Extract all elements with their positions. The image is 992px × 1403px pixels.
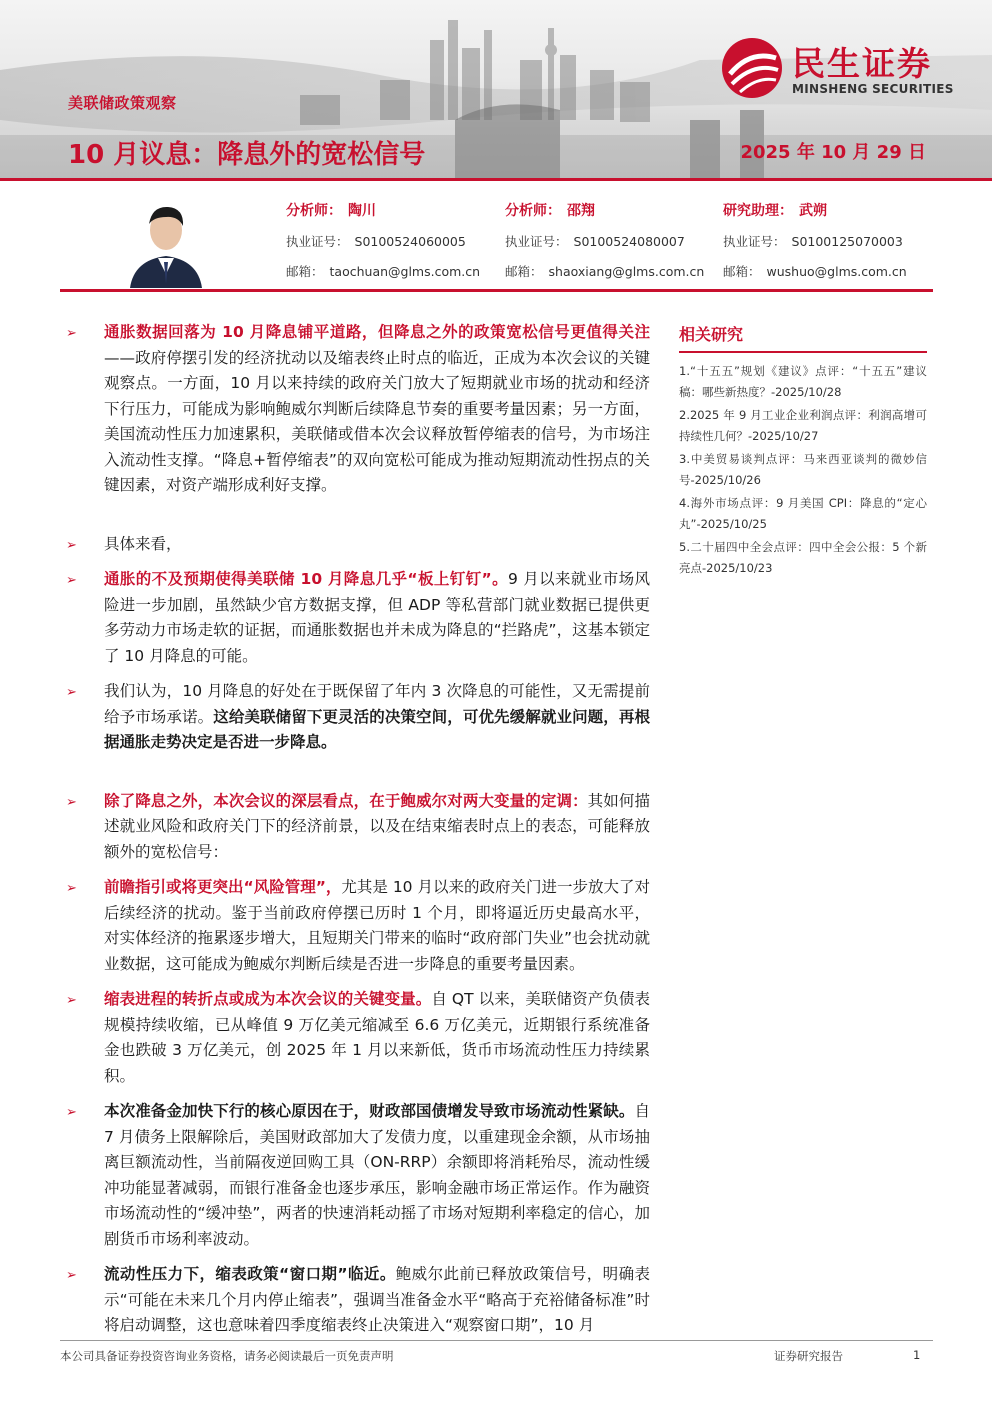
logo-chinese-name: 民生证券 bbox=[792, 44, 932, 83]
paragraph-guidance bbox=[66, 875, 650, 977]
body-text: 9 月以来就业市场风险进一步加剧，虽然缺少官方数据支撑，但 ADP 等私营部门就业数据已提供更多劳动力市场走软的证据，而通胀数据也并未成为降息的“拦路虎”，这基本锁定了 10 月降息的可能。 bbox=[104, 570, 650, 665]
cert-number: S0100524060005 bbox=[354, 234, 466, 249]
paragraph-intro bbox=[66, 532, 650, 558]
related-research-link[interactable]: 4.海外市场点评：9 月美国 CPI：降息的“定心丸”-2025/10/25 bbox=[679, 496, 927, 531]
paragraph-summary bbox=[66, 320, 650, 499]
body-text: 自 7 月债务上限解除后，美国财政部加大了发债力度，以重建现金余额，从市场抽离巨额流动性，当前隔夜逆回购工具（ON-RRP）余额即将消耗殆尽，流动性缓冲功能显著减弱，而银行准备金也逐步承压，影响金融市场正常运作。作为融资市场流动性的“缓冲垫”，两者的快速消耗动摇了市场对短期利率稳定的信心，加剧货币市场利率波动。 bbox=[104, 1102, 650, 1248]
analyst-role: 研究助理： bbox=[723, 203, 793, 219]
report-series: 美联储政策观察 bbox=[68, 94, 177, 112]
cert-label: 执业证号： bbox=[286, 234, 349, 249]
highlight-text: 通胀的不及预期使得美联储 10 月降息几乎“板上钉钉”。 bbox=[104, 570, 509, 588]
bullet-arrow-icon: ➢ bbox=[66, 881, 77, 896]
analyst-1 bbox=[286, 200, 480, 280]
analyst-email-link[interactable]: taochuan@glms.com.cn bbox=[329, 264, 481, 279]
bullet-arrow-icon: ➢ bbox=[66, 993, 77, 1008]
page-number: 1 bbox=[913, 1348, 921, 1362]
body-text: 尤其是 10 月以来的政府关门进一步放大了对后续经济的扰动。鉴于当前政府停摆已历时 1 个月，即将逼近历史最高水平，对实体经济的拖累逐步增大，且短期关门带来的临时“政府部门失业”也会扰动就业数据，这可能成为鲍威尔判断后续是否进一步降息的重要考量因素。 bbox=[104, 878, 650, 973]
sidebar-title: 相关研究 bbox=[679, 322, 927, 353]
analyst-role: 分析师： bbox=[505, 203, 561, 219]
bullet-arrow-icon: ➢ bbox=[66, 326, 77, 341]
body-text: 鲍威尔此前已释放政策信号，明确表示“可能在未来几个月内停止缩表”，强调当准备金水平“略高于充裕储备标准”时将启动调整，这也意味着四季度缩表终止决策进入“观察窗口期”，10 月 bbox=[104, 1265, 650, 1334]
analyst-2 bbox=[505, 200, 704, 280]
cert-label: 执业证号： bbox=[723, 234, 786, 249]
analyst-name: 武朔 bbox=[799, 203, 827, 219]
header-banner bbox=[0, 0, 992, 180]
analyst-email-link[interactable]: wushuo@glms.com.cn bbox=[766, 264, 907, 279]
bullet-arrow-icon: ➢ bbox=[66, 1268, 77, 1283]
cert-label: 执业证号： bbox=[505, 234, 568, 249]
paragraph-reserves bbox=[66, 1099, 650, 1252]
analyst-name: 陶川 bbox=[348, 203, 376, 219]
email-label: 邮箱： bbox=[723, 264, 761, 279]
email-label: 邮箱： bbox=[286, 264, 324, 279]
bullet-arrow-icon: ➢ bbox=[66, 537, 77, 553]
body-text: 我们认为，10 月降息的好处在于既保留了年内 3 次降息的可能性，又无需提前给予市场承诺。 bbox=[104, 682, 650, 726]
highlight-text: 前瞻指引或将更突出“风险管理”， bbox=[104, 878, 342, 896]
footer-report-type: 证券研究报告 bbox=[774, 1349, 843, 1363]
minsheng-logo-icon bbox=[720, 36, 784, 100]
related-research-link[interactable]: 3.中美贸易谈判点评：马来西亚谈判的微妙信号-2025/10/26 bbox=[679, 452, 927, 487]
paragraph-key-variables bbox=[66, 789, 650, 866]
analyst-3 bbox=[723, 200, 907, 280]
highlight-text: 缩表进程的转折点或成为本次会议的关键变量。 bbox=[104, 990, 432, 1008]
report-date: 2025 年 10 月 29 日 bbox=[740, 142, 926, 163]
analyst-name: 邵翔 bbox=[567, 203, 595, 219]
report-body bbox=[66, 320, 650, 1339]
related-research-link[interactable]: 2.2025 年 9 月工业企业利润点评：利润高增可持续性几何？-2025/10/27 bbox=[679, 408, 927, 443]
section-divider bbox=[60, 289, 933, 292]
banner-divider bbox=[0, 178, 992, 181]
cert-number: S0100125070003 bbox=[791, 234, 903, 249]
bold-text: 本次准备金加快下行的核心原因在于，财政部国债增发导致市场流动性紧缺。 bbox=[104, 1102, 635, 1120]
bold-text: 流动性压力下，缩表政策“窗口期”临近。 bbox=[104, 1265, 396, 1283]
body-text: 具体来看， bbox=[104, 534, 182, 553]
body-text: 其如何描述就业风险和政府关门下的经济前景，以及在结束缩表时点上的表态，可能释放额外的宽松信号： bbox=[104, 791, 650, 861]
paragraph-view bbox=[66, 679, 650, 756]
body-text: ——政府停摆引发的经济扰动以及缩表终止时点的临近，正成为本次会议的关键观察点。一方面，10 月以来持续的政府关门放大了短期就业市场的扰动和经济下行压力，可能成为影响鲍威尔判断后续降息节奏的重要考量因素；另一方面，美国流动性压力加速累积，美联储或借本次会议释放暂停缩表的信号，为市场注入流动性支撑。“降息+暂停缩表”的双向宽松可能成为推动短期流动性拐点的关键因素，对资产端形成利好支撑。 bbox=[104, 348, 650, 494]
analyst-email-link[interactable]: shaoxiang@glms.com.cn bbox=[548, 264, 705, 279]
bullet-arrow-icon: ➢ bbox=[66, 1105, 77, 1120]
footer-disclaimer: 本公司具备证券投资咨询业务资格，请务必阅读最后一页免责声明 bbox=[60, 1349, 394, 1363]
body-text: 自 QT 以来，美联储资产负债表规模持续收缩，已从峰值 9 万亿美元缩减至 6.6 万亿美元，近期银行系统准备金也跌破 3 万亿美元，创 2025 年 1 月以来新低，货币市场流动性压力持续累积。 bbox=[104, 990, 650, 1085]
logo-english-name: MINSHENG SECURITIES bbox=[792, 82, 954, 96]
email-label: 邮箱： bbox=[505, 264, 543, 279]
company-logo bbox=[720, 36, 970, 106]
related-research-link[interactable]: 5.二十届四中全会点评：四中全会公报：5 个新亮点-2025/10/23 bbox=[679, 540, 927, 575]
analyst-role: 分析师： bbox=[286, 203, 342, 219]
report-title: 10 月议息：降息外的宽松信号 bbox=[68, 140, 426, 170]
paragraph-window bbox=[66, 1262, 650, 1339]
bullet-arrow-icon: ➢ bbox=[66, 794, 77, 810]
highlight-text: 除了降息之外，本次会议的深层看点，在于鲍威尔对两大变量的定调： bbox=[104, 791, 588, 810]
related-research-link[interactable]: 1.“十五五”规划《建议》点评：“十五五”建议稿：哪些新热度？-2025/10/28 bbox=[679, 364, 927, 399]
bullet-arrow-icon: ➢ bbox=[66, 685, 77, 700]
bold-text: 这给美联储留下更灵活的决策空间，可优先缓解就业问题，再根据通胀走势决定是否进一步降息。 bbox=[104, 707, 650, 751]
footer-divider bbox=[60, 1340, 933, 1341]
highlight-text: 通胀数据回落为 10 月降息铺平道路，但降息之外的政策宽松信号更值得关注 bbox=[104, 323, 650, 341]
related-research-sidebar bbox=[679, 322, 927, 581]
paragraph-qt bbox=[66, 987, 650, 1089]
bullet-arrow-icon: ➢ bbox=[66, 573, 77, 588]
cert-number: S0100524080007 bbox=[573, 234, 685, 249]
paragraph-inflation bbox=[66, 567, 650, 669]
analyst-avatar bbox=[126, 188, 206, 288]
